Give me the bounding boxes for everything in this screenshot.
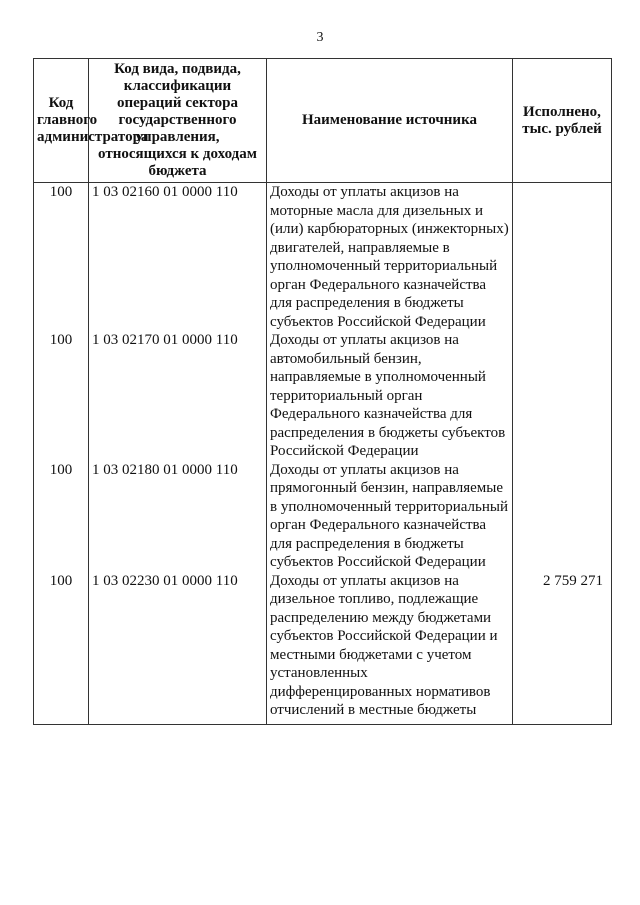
source-name-cell: Доходы от уплаты акцизов на автомобильный бензин, направляемые в уполномоченный территориальный орган Федерального казначейства для распределения в бюджеты субъектов Российской Федерации — [267, 331, 513, 461]
executed-cell — [513, 461, 612, 572]
header-classification-code: Код вида, подвида, классификации операций сектора государственного управления, относящихся к доходам бюджета — [89, 59, 267, 183]
source-name-cell: Доходы от уплаты акцизов на дизельное топливо, подлежащие распределению между бюджетами субъектов Российской Федерации и местными бюджетами с учетом установленных дифференцированных нормативов отчислений в местные бюджеты — [267, 572, 513, 725]
table-header-row — [34, 59, 612, 183]
classification-code-cell: 1 03 02230 01 0000 110 — [89, 572, 267, 725]
admin-code-cell: 100 — [34, 183, 89, 332]
table-row — [34, 183, 612, 332]
executed-cell — [513, 183, 612, 332]
admin-code-cell: 100 — [34, 572, 89, 725]
header-source-name: Наименование источника — [267, 59, 513, 183]
source-name-cell: Доходы от уплаты акцизов на прямогонный бензин, направляемые в уполномоченный территориальный орган Федерального казначейства для распределения в бюджеты субъектов Российской Федерации — [267, 461, 513, 572]
table-row — [34, 331, 612, 461]
source-name-cell: Доходы от уплаты акцизов на моторные масла для дизельных и (или) карбюраторных (инжекторных) двигателей, направляемые в уполномоченный территориальный орган Федерального казначейства для распределения в бюджеты субъектов Российской Федерации — [267, 183, 513, 332]
table-row — [34, 572, 612, 725]
classification-code-cell: 1 03 02170 01 0000 110 — [89, 331, 267, 461]
classification-code-cell: 1 03 02180 01 0000 110 — [89, 461, 267, 572]
executed-cell — [513, 331, 612, 461]
admin-code-cell: 100 — [34, 331, 89, 461]
table-row — [34, 461, 612, 572]
classification-code-cell: 1 03 02160 01 0000 110 — [89, 183, 267, 332]
admin-code-cell: 100 — [34, 461, 89, 572]
page-number: 3 — [316, 30, 324, 45]
header-admin-code: Код главного администратора — [34, 59, 89, 183]
executed-cell: 2 759 271 — [513, 572, 612, 725]
header-executed: Исполнено, тыс. рублей — [513, 59, 612, 183]
revenue-table — [33, 58, 612, 725]
